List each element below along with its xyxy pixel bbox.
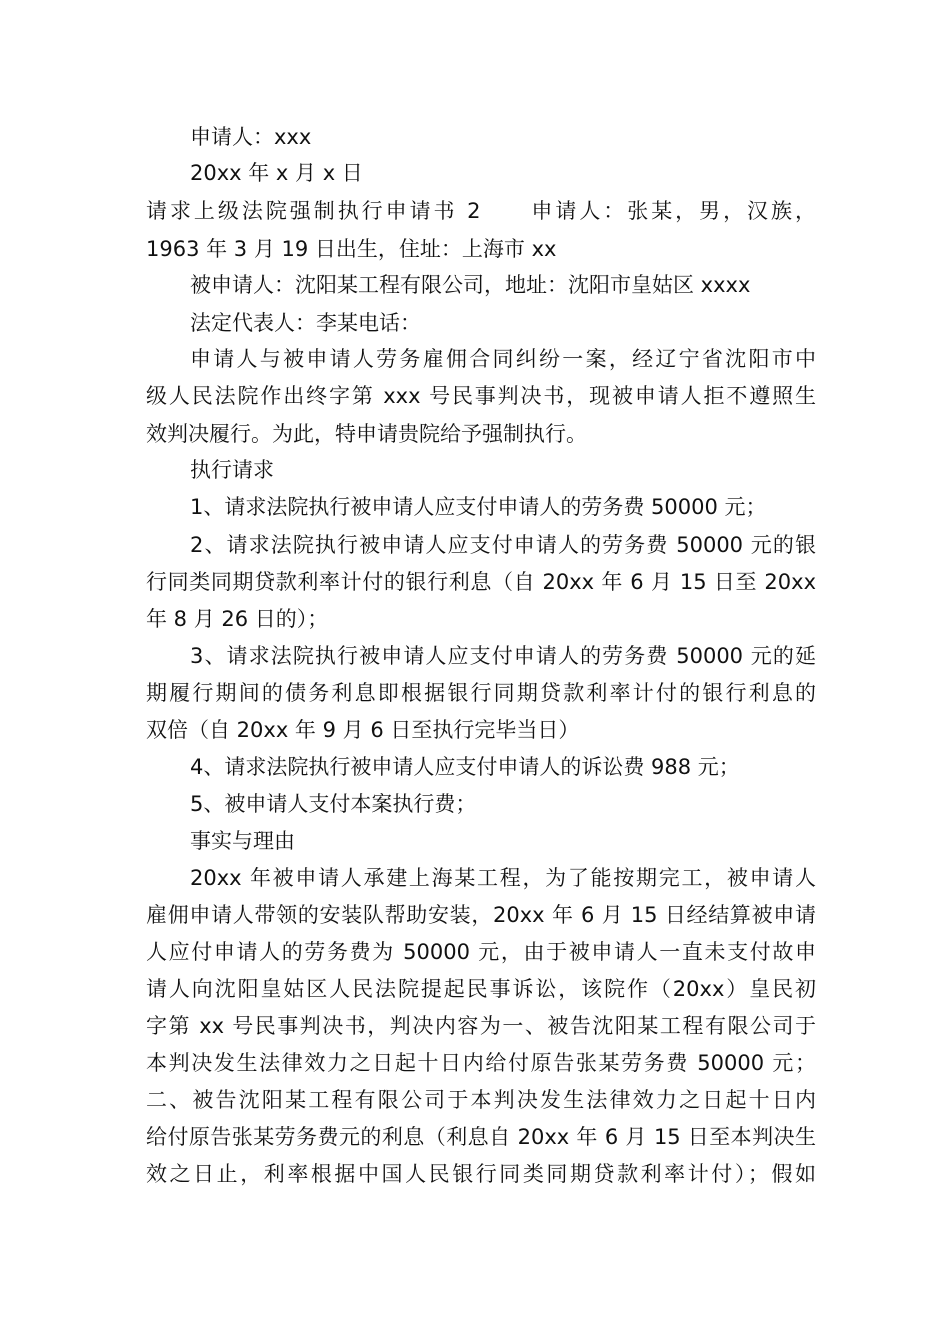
request-item: 2、请求法院执行被申请人应支付申请人的劳务费 50000 元的银 (190, 533, 816, 557)
document-title-line: 请求上级法院强制执行申请书 2 申请人：张某，男，汉族， (146, 199, 816, 223)
section-heading-requests: 执行请求 (190, 458, 274, 482)
paragraph-line: 二、被告沈阳某工程有限公司于本判决发生法律效力之日起十日内 (146, 1088, 816, 1112)
paragraph-line: 字第 xx 号民事判决书，判决内容为一、被告沈阳某工程有限公司于 (146, 1014, 816, 1038)
request-item: 1、请求法院执行被申请人应支付申请人的劳务费 50000 元； (190, 495, 767, 519)
paragraph-line: 申请人与被申请人劳务雇佣合同纠纷一案，经辽宁省沈阳市中 (190, 347, 816, 371)
paragraph-line: 人应付申请人的劳务费为 50000 元，由于被申请人一直未支付故申 (146, 940, 816, 964)
applicant-signature: 申请人：xxx (190, 125, 312, 149)
paragraph-line: 本判决发生法律效力之日起十日内给付原告张某劳务费 50000 元； (146, 1051, 816, 1075)
legal-representative-line: 法定代表人：李某电话： (190, 311, 421, 335)
paragraph-line: 20xx 年被申请人承建上海某工程，为了能按期完工，被申请人 (190, 866, 816, 890)
request-item: 3、请求法院执行被申请人应支付申请人的劳务费 50000 元的延 (190, 644, 816, 668)
signature-date: 20xx 年 x 月 x 日 (190, 161, 363, 185)
request-item-continued: 行同类同期贷款利率计付的银行利息（自 20xx 年 6 月 15 日至 20xx (146, 570, 816, 594)
paragraph-line: 请人向沈阳皇姑区人民法院提起民事诉讼，该院作（20xx）皇民初 (146, 977, 816, 1001)
request-item-continued: 期履行期间的债务利息即根据银行同期贷款利率计付的银行利息的 (146, 681, 816, 705)
request-item: 5、被申请人支付本案执行费； (190, 792, 477, 816)
paragraph-line: 效之日止，利率根据中国人民银行同类同期贷款利率计付）；假如 (146, 1162, 816, 1186)
request-item-continued: 双倍（自 20xx 年 9 月 6 日至执行完毕当日） (146, 718, 580, 742)
request-item: 4、请求法院执行被申请人应支付申请人的诉讼费 988 元； (190, 755, 740, 779)
section-heading-facts: 事实与理由 (190, 829, 295, 853)
paragraph-line: 雇佣申请人带领的安装队帮助安装，20xx 年 6 月 15 日经结算被申请 (146, 903, 816, 927)
applicant-info-line: 1963 年 3 月 19 日出生，住址：上海市 xx (146, 237, 557, 261)
paragraph-line: 级人民法院作出终字第 xxx 号民事判决书，现被申请人拒不遵照生 (146, 384, 816, 408)
paragraph-line: 给付原告张某劳务费元的利息（利息自 20xx 年 6 月 15 日至本判决生 (146, 1125, 816, 1149)
respondent-line: 被申请人：沈阳某工程有限公司，地址：沈阳市皇姑区 xxxx (190, 273, 751, 297)
paragraph-line: 效判决履行。为此，特申请贵院给予强制执行。 (146, 422, 587, 446)
request-item-continued: 年 8 月 26 日的）； (146, 607, 329, 631)
